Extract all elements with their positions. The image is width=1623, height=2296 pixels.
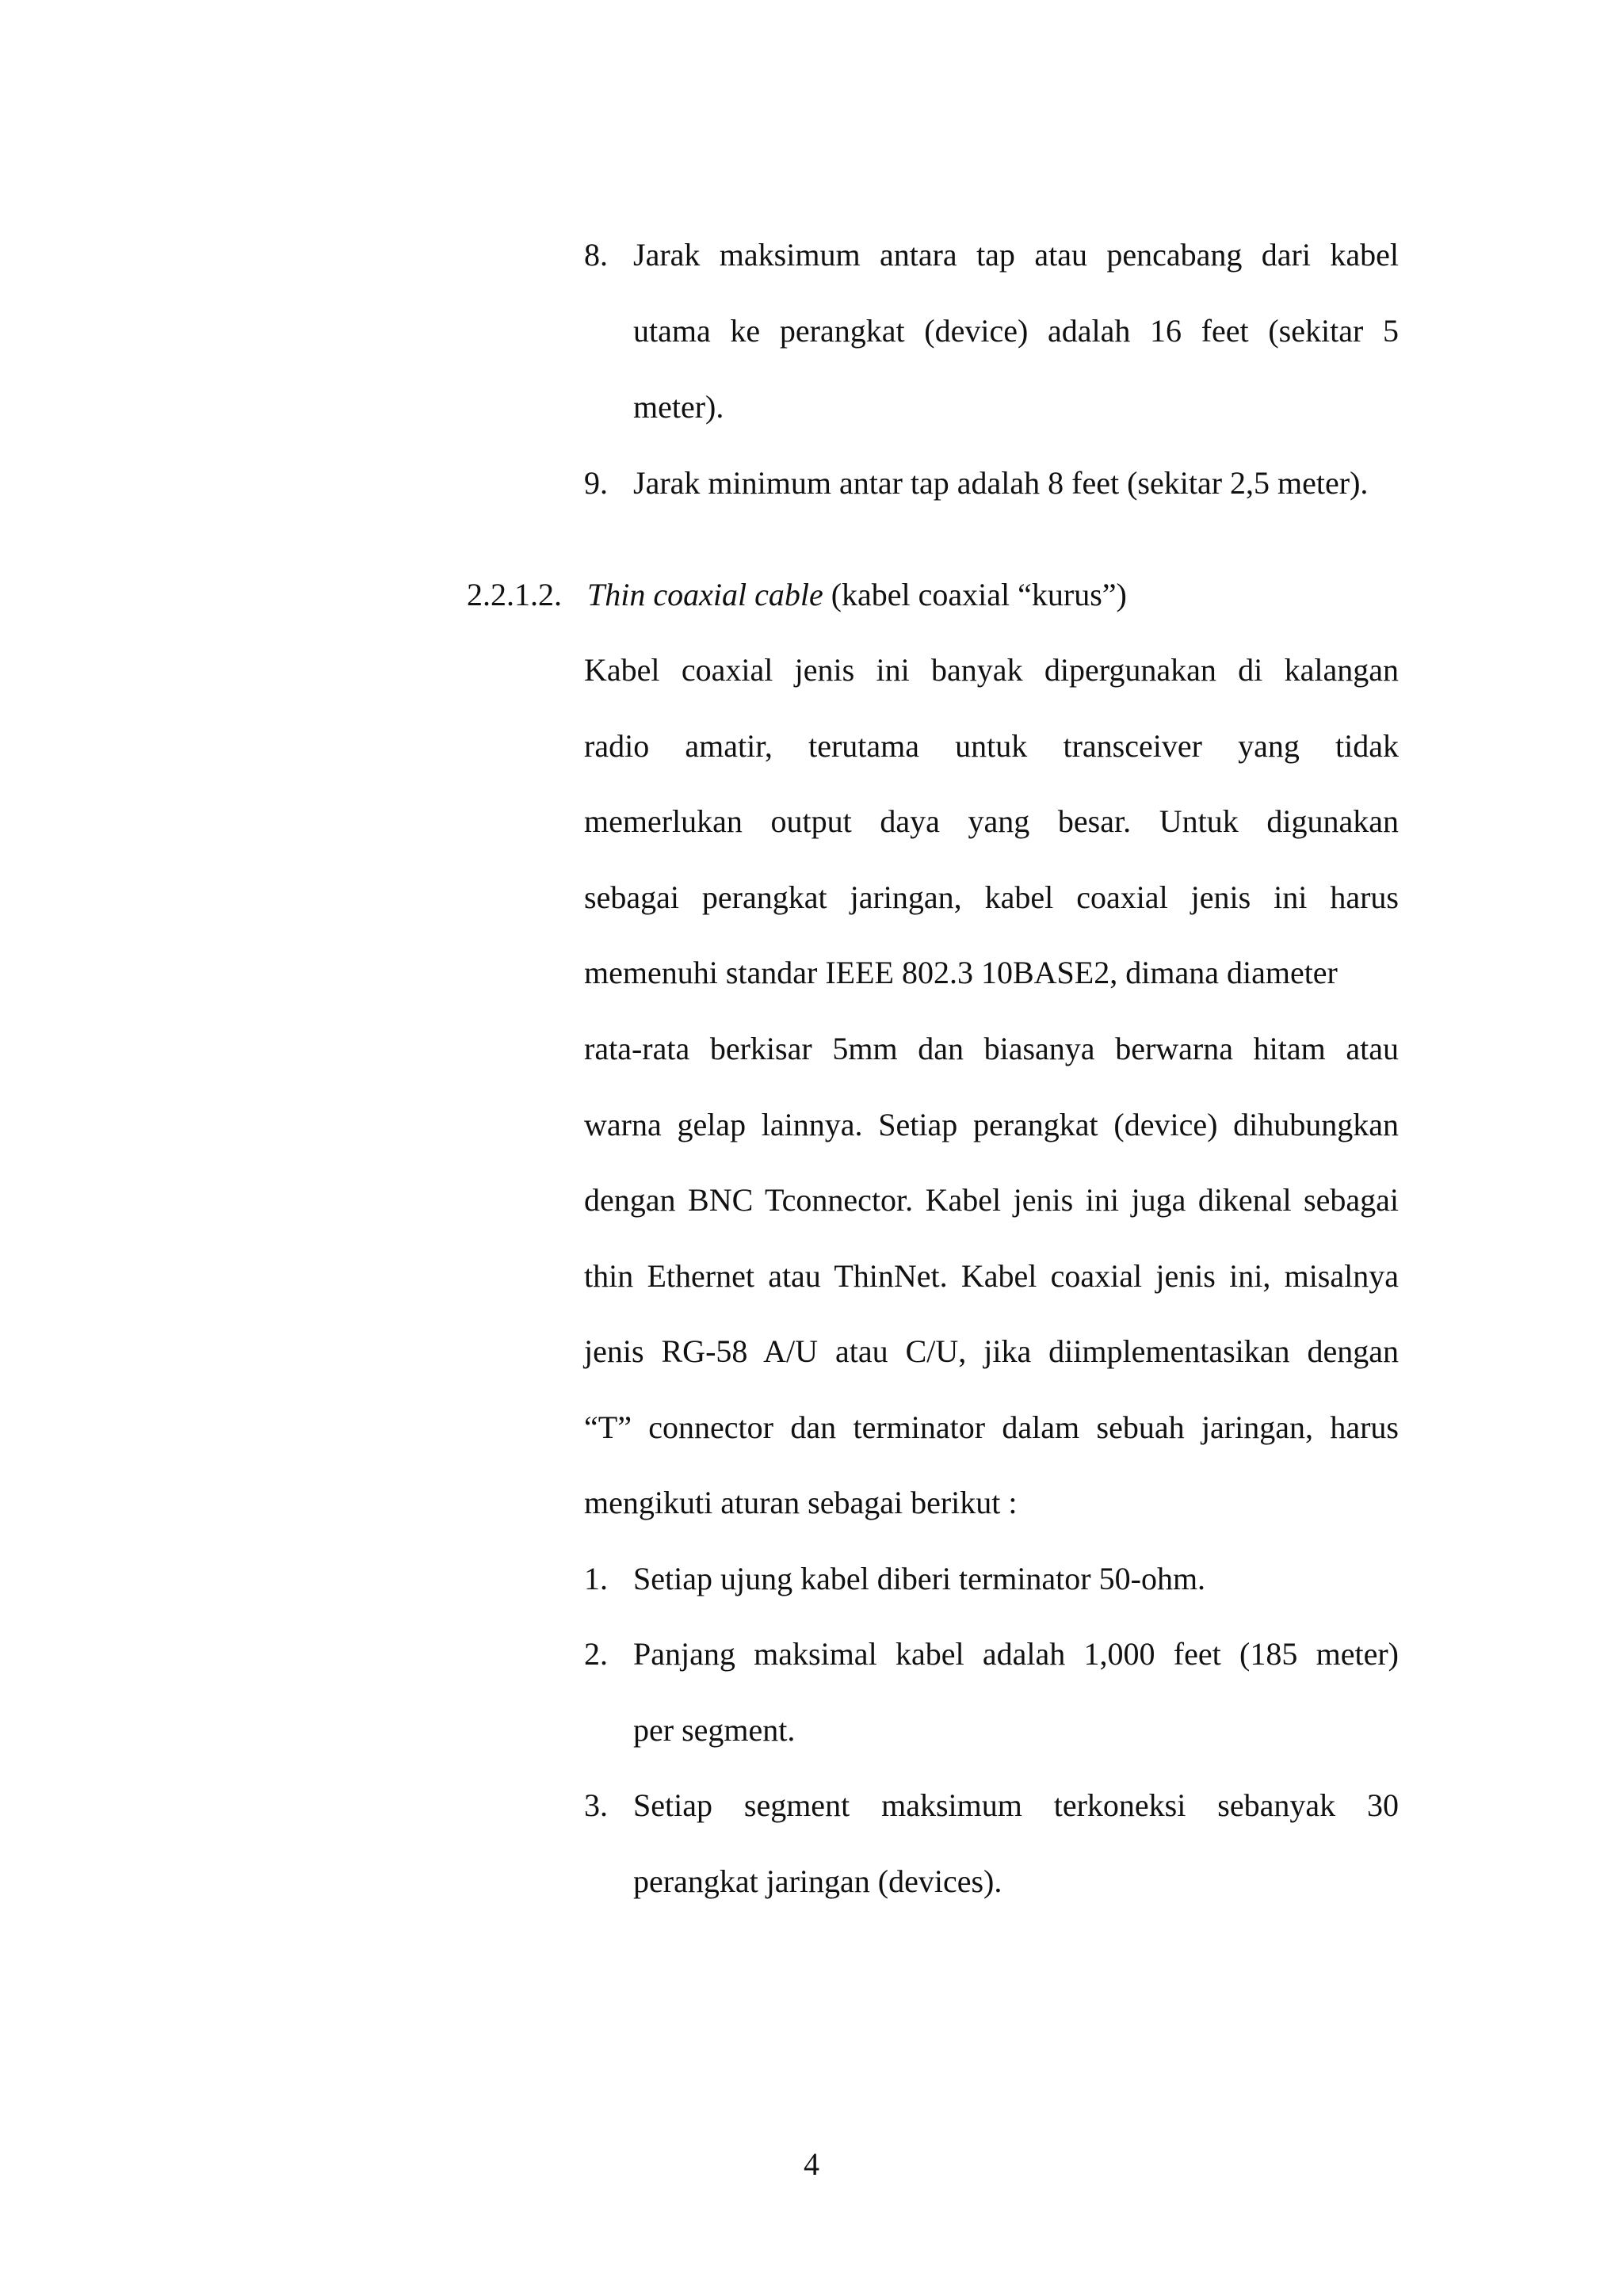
paragraph-line: Kabel coaxial jenis ini banyak dipergunakan di kalangan xyxy=(584,652,1399,688)
paragraph-line: mengikuti aturan sebagai berikut : xyxy=(584,1485,1018,1520)
paragraph-line: dengan BNC Tconnector. Kabel jenis ini juga dikenal sebagai xyxy=(584,1182,1399,1218)
list-item-text-line: per segment. xyxy=(633,1712,796,1748)
list-item-text-line: perangkat jaringan (devices). xyxy=(633,1863,1002,1899)
list-item-number: 8. xyxy=(584,237,608,273)
list-item-text-line: meter). xyxy=(633,389,724,425)
list-item-number: 3. xyxy=(584,1787,608,1823)
list-item-text-line: Panjang maksimal kabel adalah 1,000 feet (185 meter) xyxy=(633,1636,1399,1672)
paragraph-line: thin Ethernet atau ThinNet. Kabel coaxial jenis ini, misalnya xyxy=(584,1258,1399,1294)
paragraph-line: radio amatir, terutama untuk transceiver yang tidak xyxy=(584,728,1399,764)
list-item-text-line: utama ke perangkat (device) adalah 16 feet (sekitar 5 xyxy=(633,313,1399,349)
list-item-number: 9. xyxy=(584,465,608,501)
paragraph-line: jenis RG-58 A/U atau C/U, jika diimplementasikan dengan xyxy=(584,1333,1399,1369)
list-item-number: 1. xyxy=(584,1561,608,1596)
page-number: 4 xyxy=(804,2146,819,2182)
paragraph-line: memerlukan output daya yang besar. Untuk digunakan xyxy=(584,803,1399,839)
paragraph-line: memenuhi standar IEEE 802.3 10BASE2, dimana diameter xyxy=(584,955,1338,990)
paragraph-line: rata-rata berkisar 5mm dan biasanya berwarna hitam atau xyxy=(584,1031,1399,1066)
list-item-text-line: Jarak minimum antar tap adalah 8 feet (sekitar 2,5 meter). xyxy=(633,465,1369,501)
list-item-number: 2. xyxy=(584,1636,608,1672)
list-item-text-line: Setiap ujung kabel diberi terminator 50-ohm. xyxy=(633,1561,1206,1596)
paragraph-line: warna gelap lainnya. Setiap perangkat (device) dihubungkan xyxy=(584,1107,1399,1142)
paragraph-line: “T” connector dan terminator dalam sebuah jaringan, harus xyxy=(584,1409,1399,1445)
section-title-rest: (kabel coaxial “kurus”) xyxy=(823,577,1127,612)
section-title-italic: Thin coaxial cable xyxy=(587,577,823,612)
list-item-text-line: Jarak maksimum antara tap atau pencabang dari kabel xyxy=(633,237,1399,273)
section-heading xyxy=(467,576,1127,614)
list-item-text-line: Setiap segment maksimum terkoneksi sebanyak 30 xyxy=(633,1787,1399,1823)
paragraph-line: sebagai perangkat jaringan, kabel coaxial jenis ini harus xyxy=(584,879,1399,915)
section-number: 2.2.1.2. xyxy=(467,577,562,612)
